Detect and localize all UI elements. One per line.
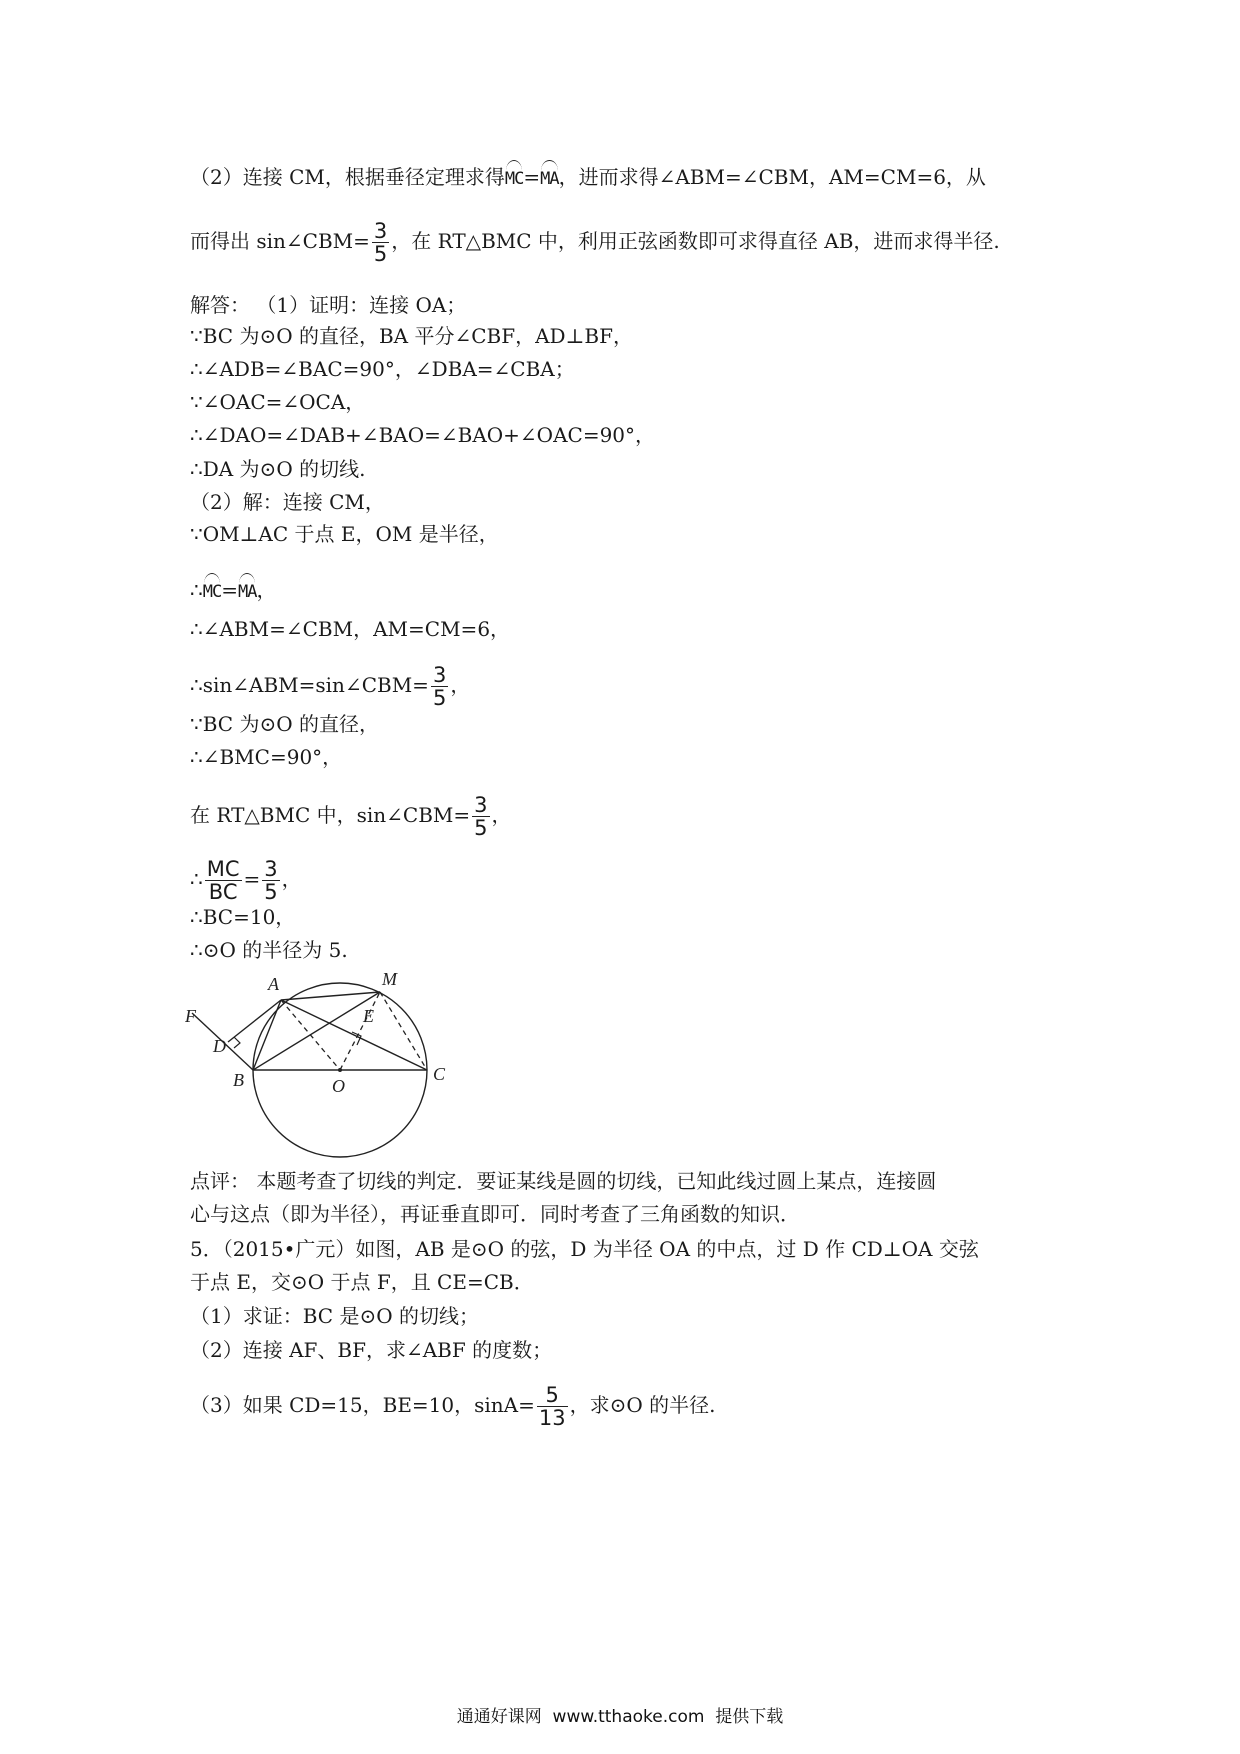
fraction-numerator: 3 (373, 219, 388, 243)
fraction (431, 664, 448, 709)
geometry-figure (185, 970, 455, 1170)
text-run: ，在 RT△BMC 中，利用正弦函数即可求得直径 AB，进而求得半径. (391, 229, 1000, 253)
text-run: ∴DA 为⊙O 的切线. (190, 457, 366, 481)
line-hint2 (190, 162, 986, 191)
text-run: ， (491, 803, 512, 827)
fraction-numerator: 3 (432, 663, 447, 687)
text-run: = (221, 578, 238, 602)
line-q5c (190, 1304, 479, 1328)
line-s1 (190, 324, 633, 348)
text-run: ∵OM⊥AC 于点 E，OM 是半径， (190, 522, 499, 546)
arc-notation: MA (238, 575, 256, 604)
text-run: = (523, 165, 541, 189)
fraction-denominator: 5 (474, 816, 488, 840)
dashed-oa (281, 1000, 340, 1070)
label-b: B (233, 1070, 244, 1090)
line-s16 (190, 938, 348, 962)
line-hint2b (190, 220, 1000, 265)
text-run: ∴⊙O 的半径为 5. (190, 938, 348, 962)
text-run: ，进而求得∠ABM=∠CBM，AM=CM=6，从 (558, 165, 986, 189)
fraction (262, 858, 279, 903)
fraction (537, 1384, 568, 1429)
line-s10 (190, 664, 470, 709)
line-s8 (190, 575, 276, 604)
fraction-numerator: 5 (545, 1383, 559, 1407)
text-run: ∵BC 为⊙O 的直径，BA 平分∠CBF，AD⊥BF， (190, 324, 633, 348)
text-run: ∵∠OAC=∠OCA， (190, 390, 366, 414)
line-s3 (190, 390, 365, 414)
text-run: 而得出 sin∠CBM= (190, 229, 370, 253)
fraction-numerator: 3 (264, 857, 278, 881)
arc-notation: MC (203, 575, 221, 604)
center-dot (338, 1068, 342, 1072)
text-run: 于点 E，交⊙O 于点 F，且 CE=CB． (190, 1270, 534, 1294)
label-m: M (382, 970, 397, 989)
fraction-denominator: 13 (538, 1406, 566, 1430)
label-d: D (213, 1036, 226, 1056)
text-run: ∴∠DAO=∠DAB+∠BAO=∠BAO+∠OAC=90°， (190, 423, 656, 447)
text-run: ∴∠ADB=∠BAC=90°，∠DBA=∠CBA； (190, 357, 575, 381)
fraction-numerator: 3 (474, 793, 488, 817)
text-run: 在 RT△BMC 中，sin∠CBM= (190, 803, 471, 827)
text-run: ∴sin∠ABM=sin∠CBM= (190, 673, 429, 697)
fraction (205, 858, 242, 903)
line-q5b (190, 1270, 534, 1294)
line-q5e (190, 1384, 715, 1429)
right-angle-mark-d (234, 1037, 240, 1048)
fraction (372, 220, 389, 265)
label-c: C (433, 1064, 446, 1084)
line-comment2 (190, 1202, 800, 1226)
text-run: ∴∠ABM=∠CBM，AM=CM=6， (190, 617, 511, 641)
text-run: ， (256, 578, 277, 602)
fraction-numerator: MC (206, 857, 240, 881)
line-comment1 (190, 1169, 936, 1193)
line-q5a (190, 1237, 979, 1261)
line-s14 (190, 858, 302, 903)
text-run: = (243, 867, 261, 891)
footer-credit: 通通好课网 www.tthaoke.com 提供下载 (456, 1707, 784, 1727)
line-s15 (190, 905, 295, 929)
label-e: E (363, 1006, 374, 1026)
text-run: （2）解：连接 CM， (190, 490, 385, 514)
label-o: O (332, 1076, 345, 1096)
fraction-denominator: 5 (264, 880, 278, 904)
text-run: ， (281, 867, 302, 891)
text-run: （2）连接 CM，根据垂径定理求得 (190, 165, 505, 189)
text-run: ∴∠BMC=90°， (190, 745, 343, 769)
arc-notation: MC (505, 162, 523, 191)
line-s5 (190, 457, 365, 481)
text-run: ，求⊙O 的半径. (569, 1393, 716, 1417)
text-run: ∴ (190, 578, 203, 602)
text-run: （2）连接 AF、BF，求∠ABF 的度数； (190, 1338, 553, 1362)
line-s9 (190, 617, 510, 641)
fraction (472, 794, 489, 839)
arc-notation: MA (540, 162, 558, 191)
label-a: A (268, 974, 279, 994)
fraction-denominator: 5 (432, 686, 447, 710)
line-s7 (190, 522, 499, 546)
text-run: ， (450, 673, 471, 697)
text-run: 解答： （1）证明：连接 OA； (190, 293, 467, 317)
text-run: （3）如果 CD=15，BE=10，sinA= (190, 1393, 535, 1417)
text-run: （1）求证：BC 是⊙O 的切线； (190, 1304, 479, 1328)
text-run: 5．（2015•广元）如图，AB 是⊙O 的弦，D 为半径 OA 的中点，过 D 作 CD⊥OA 交弦 (190, 1237, 979, 1261)
segment-ac (281, 1000, 427, 1070)
line-s2 (190, 357, 575, 381)
line-ans-head (190, 293, 466, 317)
line-q5d (190, 1338, 552, 1362)
text-run: 心与这点（即为半径），再证垂直即可．同时考查了三角函数的知识． (190, 1202, 800, 1226)
text-run: ∵BC 为⊙O 的直径， (190, 712, 379, 736)
line-s6 (190, 490, 385, 514)
label-f: F (185, 1006, 196, 1026)
text-run: ∴BC=10， (190, 905, 296, 929)
line-s13 (190, 794, 512, 839)
segment-bm (253, 992, 380, 1070)
line-s12 (190, 745, 342, 769)
fraction-denominator: 5 (373, 242, 388, 266)
fraction-denominator: BC (208, 880, 238, 904)
line-s4 (190, 423, 655, 447)
text-run: 点评： 本题考查了切线的判定．要证某线是圆的切线，已知此线过圆上某点，连接圆 (190, 1169, 937, 1193)
line-s11 (190, 712, 379, 736)
segment-am (281, 992, 380, 1000)
text-run: ∴ (190, 867, 203, 891)
